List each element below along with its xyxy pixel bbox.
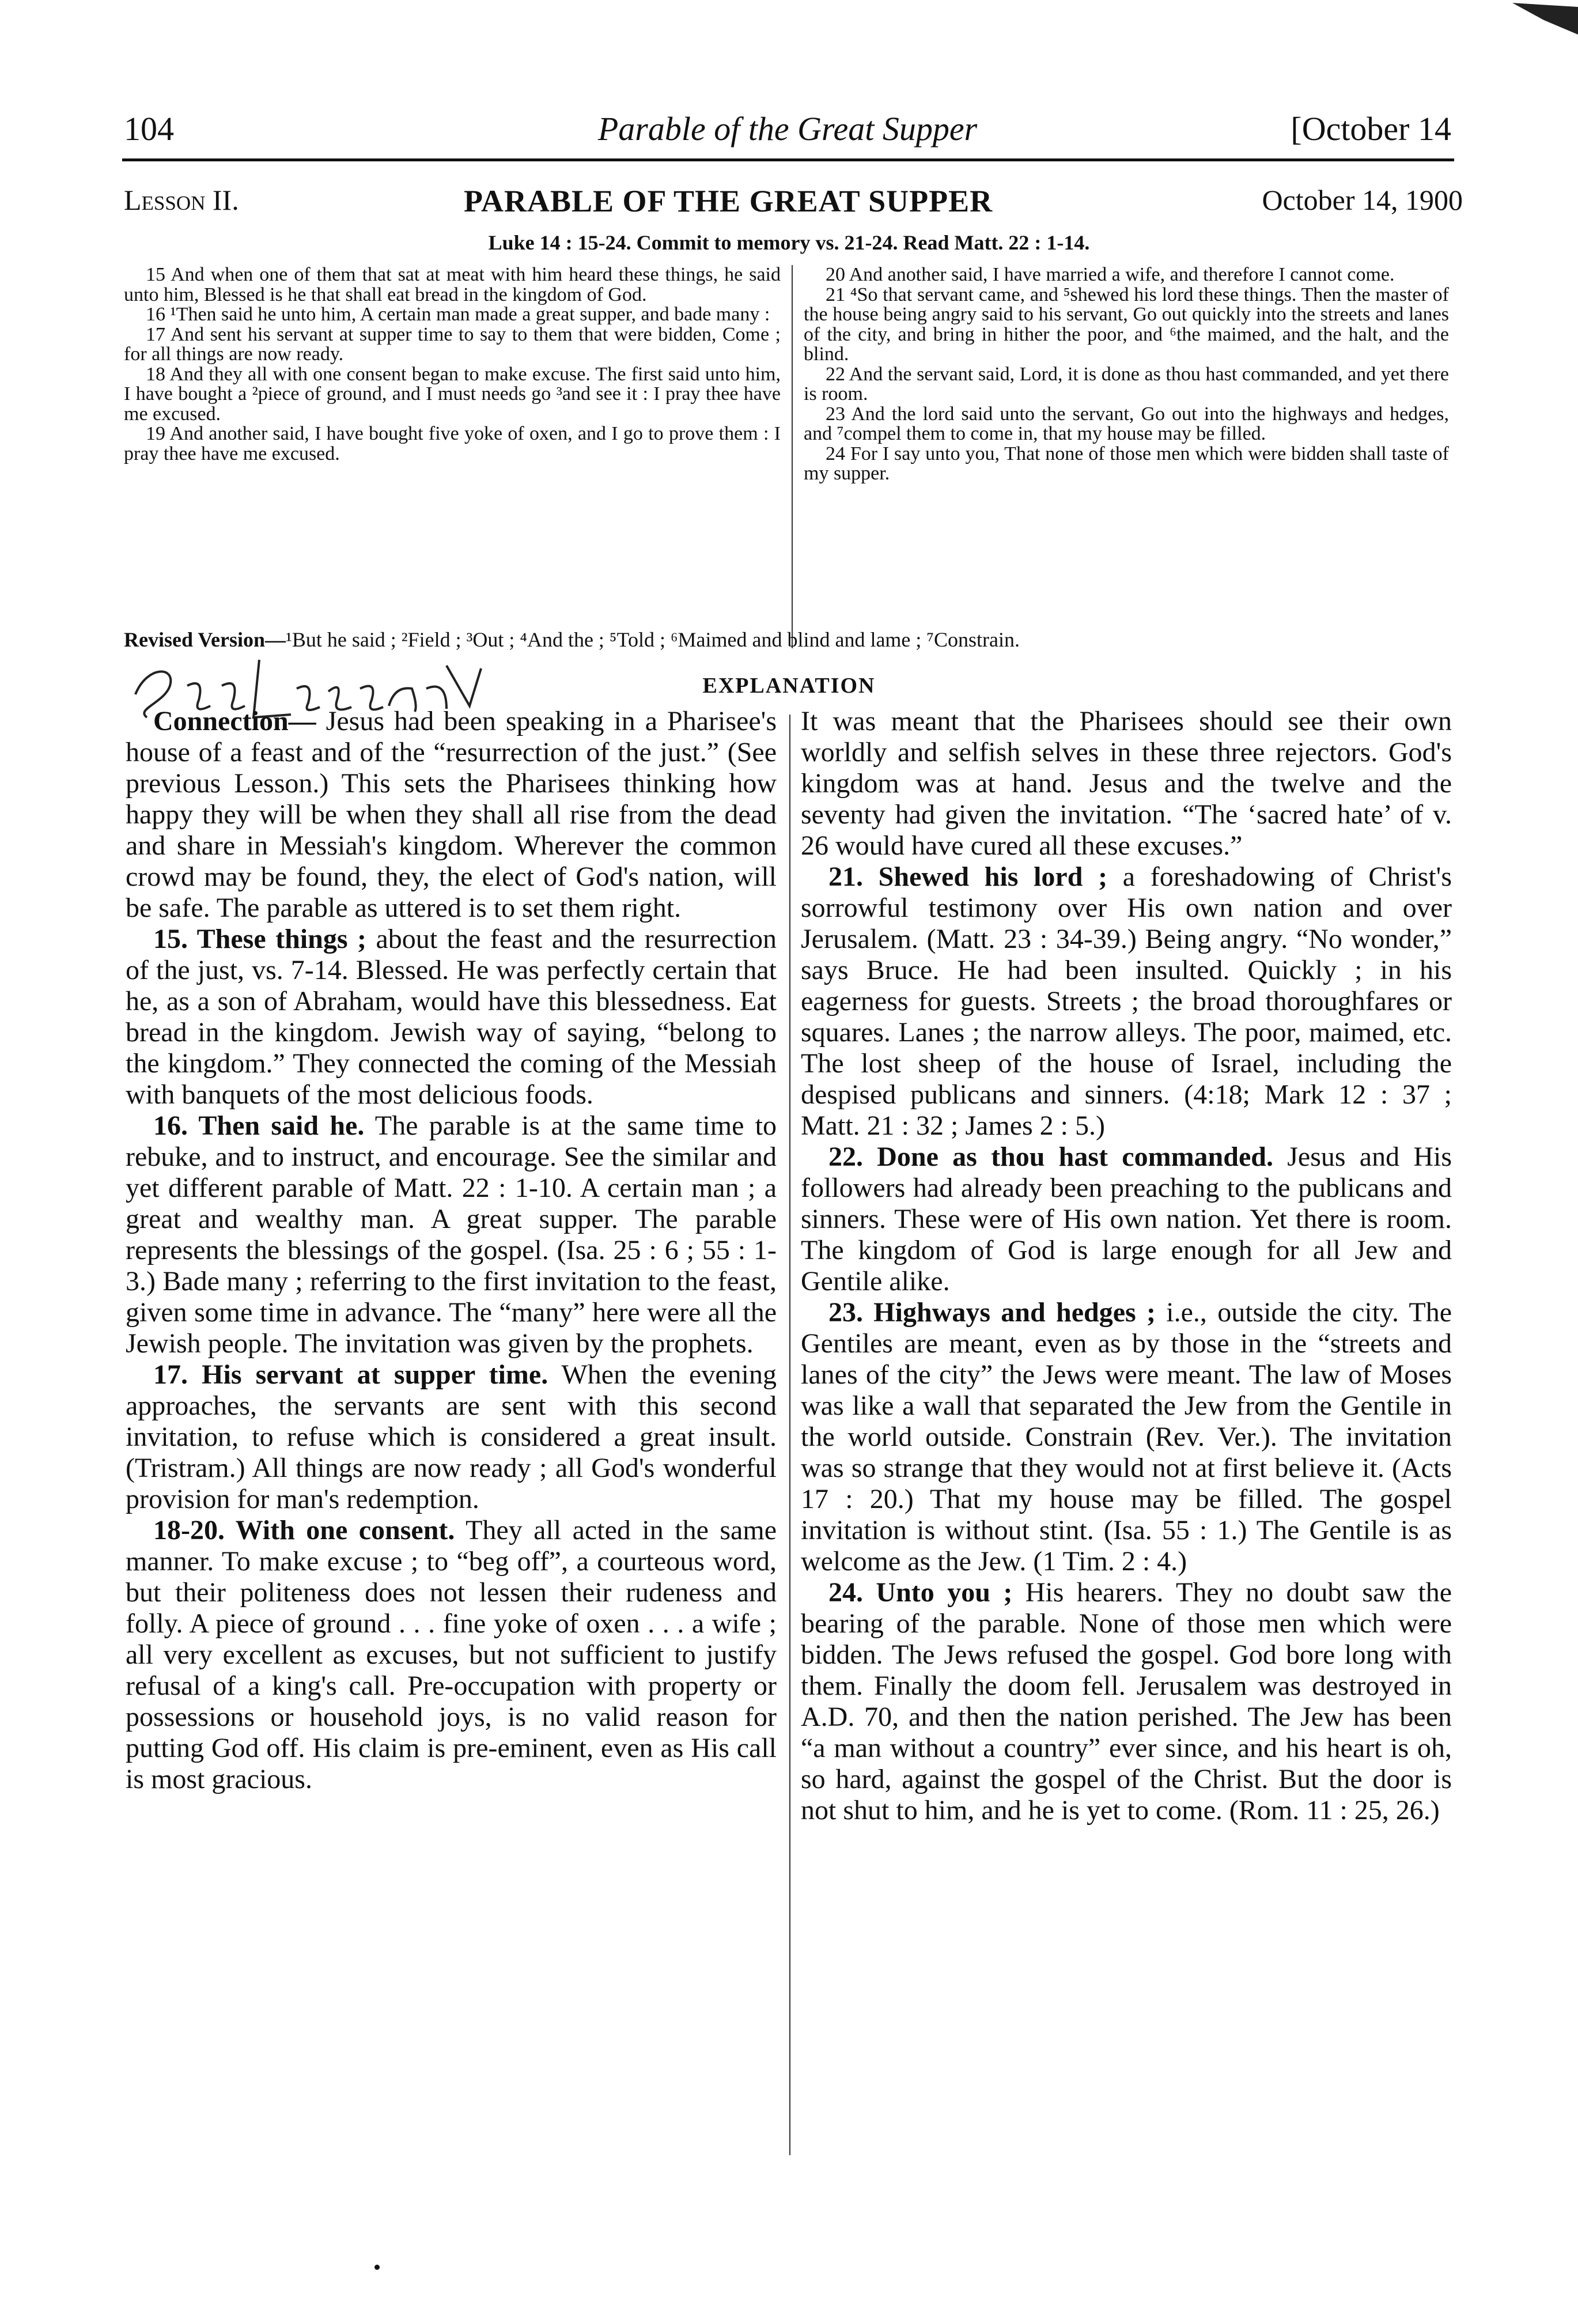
explanation-right-column — [801, 706, 1452, 1826]
revised-version — [124, 628, 1451, 651]
explanation-left-column — [126, 706, 777, 1795]
verse: 20 And another said, I have married a wife, and therefore I cannot come. — [826, 264, 1395, 285]
verse: 19 And another said, I have bought five yoke of oxen, and I go to prove them : I pray thee have me excused. — [124, 423, 781, 464]
verse: 22 And the servant said, Lord, it is done as thou hast commanded, and yet there is room. — [804, 363, 1449, 405]
lesson-title: PARABLE OF THE GREAT SUPPER — [464, 184, 993, 218]
revised-version-text: ¹But he said ; ²Field ; ³Out ; ⁴And the ; ⁵Told ; ⁶Maimed and blind and lame ; ⁷Constrain. — [286, 628, 1020, 651]
lesson-date: October 14, 1900 — [1262, 184, 1463, 216]
scripture-right-column — [804, 265, 1449, 484]
verse: 24 For I say unto you, That none of those men which were bidden shall taste of my supper. — [804, 443, 1449, 484]
column-divider — [789, 715, 790, 2155]
running-title: Parable of the Great Supper — [597, 110, 978, 148]
column-divider — [792, 265, 793, 648]
paragraph: Connection— Jesus had been speaking in a Pharisee's house of a feast and of the “resurrection of the just.” (See previous Lesson.) This sets the Pharisees thinking how happy they will be when they shall all rise from the dead and share in Messiah's kingdom. Wherever the common crowd may be found, they, the elect of God's nation, will be safe. The parable as uttered is to set them right. — [126, 706, 777, 923]
scripture-reference: Luke 14 : 15-24. Commit to memory vs. 21-24. Read Matt. 22 : 1-14. — [488, 231, 1090, 254]
ink-speck — [374, 2265, 380, 2270]
running-head — [124, 109, 1451, 156]
explanation-heading: EXPLANATION — [702, 674, 876, 698]
lesson-line — [124, 183, 1463, 224]
running-date: [October 14 — [1291, 110, 1451, 148]
paragraph: 16. Then said he. The parable is at the same time to rebuke, and to instruct, and encourage. See the similar and yet different parable of Matt. 22 : 1-10. A certain man ; a great and wealthy man. A great supper. The parable represents the blessings of the gospel. (Isa. 25 : 6 ; 55 : 1-3.) Bade many ; referring to the first invitation to the feast, given some time in advance. The “many” here were all the Jewish people. The invitation was given by the prophets. — [126, 1110, 777, 1359]
paragraph: 23. Highways and hedges ; i.e., outside the city. The Gentiles are meant, even as by those in the “streets and lanes of the city” the Jews were meant. The law of Moses was like a wall that separated the Jew from the Gentile in the world outside. Constrain (Rev. Ver.). The invitation was so strange that they would not at first believe it. (Acts 17 : 20.) That my house may be filled. The gospel invitation is without stint. (Isa. 55 : 1.) The Gentile is as welcome as the Jew. (1 Tim. 2 : 4.) — [801, 1297, 1452, 1577]
verse: 21 ⁴So that servant came, and ⁵shewed his lord these things. Then the master of the house being angry said to his servant, Go out quickly into the streets and lanes of the city, and bring in hither the poor, and ⁶the maimed, and the halt, and the blind. — [804, 284, 1449, 365]
paragraph: 17. His servant at supper time. When the evening approaches, the servants are sent with this second invitation, to refuse which is considered a great insult. (Tristram.) All things are now ready ; all God's wonderful provision for man's redemption. — [126, 1359, 777, 1514]
verse: 17 And sent his servant at supper time to say to them that were bidden, Come ; for all things are now ready. — [124, 323, 781, 365]
verse: 23 And the lord said unto the servant, Go out into the highways and hedges, and ⁷compel them to come in, that my house may be filled. — [804, 403, 1449, 444]
paragraph: 18-20. With one consent. They all acted in the same manner. To make excuse ; to “beg off”, a courteous word, but their politeness does not lessen their rudeness and folly. A piece of ground . . . fine yoke of oxen . . . a wife ; all very excellent as excuses, but not sufficient to justify refusal of a king's call. Pre-occupation with property or possessions or household joys, is no valid reason for putting God off. His claim is pre-eminent, even as His call is most gracious. — [126, 1515, 777, 1794]
paragraph: It was meant that the Pharisees should see their own worldly and selfish selves in these three rejectors. God's kingdom was at hand. Jesus and the twelve and the seventy had given the invitation. “The ‘sacred hate’ of v. 26 would have cured all these excuses.” — [801, 706, 1452, 861]
lesson-number: Lesson II. — [124, 184, 239, 216]
scan-edge-mark — [1509, 0, 1578, 35]
verse: 16 ¹Then said he unto him, A certain man made a great supper, and bade many : — [146, 304, 770, 325]
paragraph: 15. These things ; about the feast and the resurrection of the just, vs. 7-14. Blessed. He was perfectly certain that he, as a son of Abraham, would have this blessedness. Eat bread in the kingdom. Jewish way of saying, “belong to the kingdom.” They connected the coming of the Messiah with banquets of the most delicious foods. — [126, 924, 777, 1110]
header-rule — [122, 158, 1454, 161]
scripture-left-column — [124, 265, 781, 464]
verse: 15 And when one of them that sat at meat with him heard these things, he said unto him, Blessed is he that shall eat bread in the kingdom of God. — [124, 264, 781, 305]
verse: 18 And they all with one consent began to make excuse. The first said unto him, I have bought a ²piece of ground, and I must needs go ³and see it : I pray thee have me excused. — [124, 363, 781, 425]
revised-version-label: Revised Version— — [124, 628, 286, 651]
paragraph: 22. Done as thou hast commanded. Jesus and His followers had already been preaching to the publicans and sinners. These were of His own nation. Yet there is room. The kingdom of God is large enough for all Jew and Gentile alike. — [801, 1142, 1452, 1297]
paragraph: 21. Shewed his lord ; a foreshadowing of Christ's sorrowful testimony over His own nation and over Jerusalem. (Matt. 23 : 34-39.) Being angry. “No wonder,” says Bruce. He had been insulted. Quickly ; in his eagerness for guests. Streets ; the broad thoroughfares or squares. Lanes ; the narrow alleys. The poor, maimed, etc. The lost sheep of the house of Israel, including the despised publicans and sinners. (4:18; Mark 12 : 37 ; Matt. 21 : 32 ; James 2 : 5.) — [801, 861, 1452, 1141]
page-number: 104 — [124, 110, 174, 148]
paragraph: 24. Unto you ; His hearers. They no doubt saw the bearing of the parable. None of those men which were bidden. The Jews refused the gospel. God bore long with them. Finally the doom fell. Jerusalem was destroyed in A.D. 70, and then the nation perished. The Jew has been “a man without a country” ever since, and his heart is oh, so hard, against the gospel of the Christ. But the door is not shut to him, and he is yet to come. (Rom. 11 : 25, 26.) — [801, 1577, 1452, 1826]
